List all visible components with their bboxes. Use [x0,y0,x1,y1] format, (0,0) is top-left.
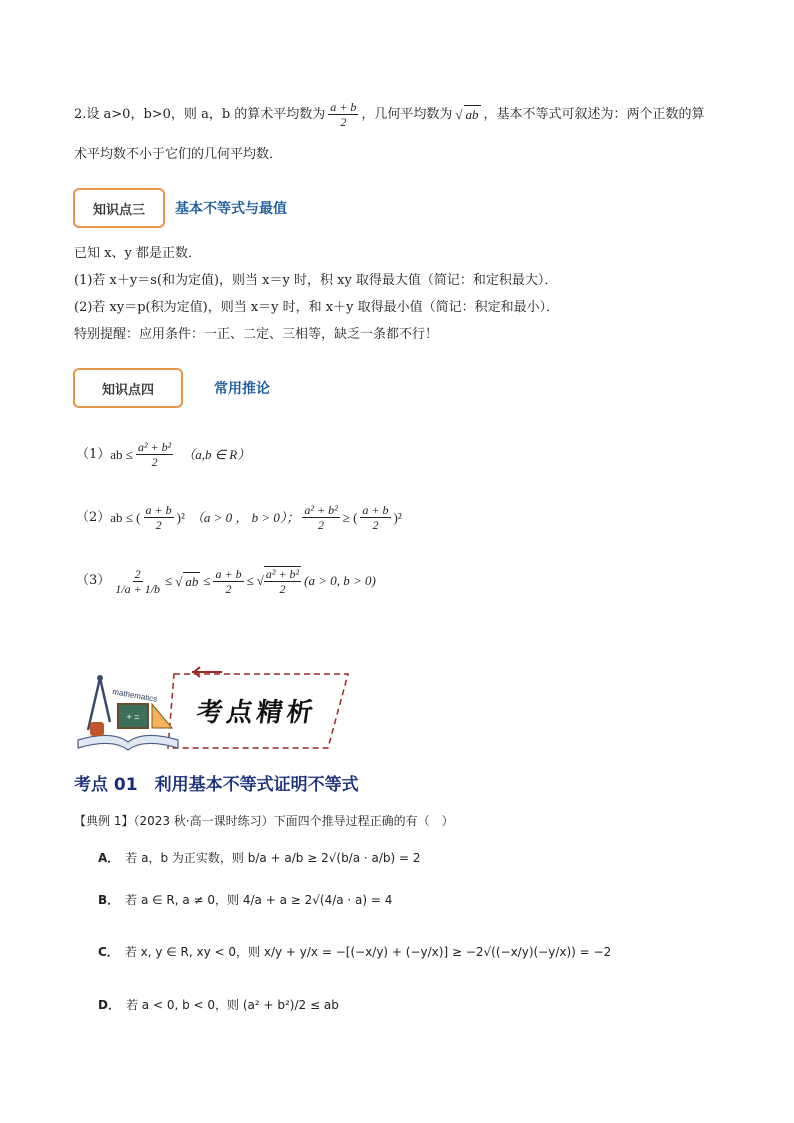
banner-art-text: mathematics [111,687,158,704]
knowledge3-title: 基本不等式与最值 [175,201,287,217]
option-a[interactable]: A． 若 a，b 为正实数，则 b/a + a/b ≥ 2√(b/a · a/b) = 2 [98,851,421,865]
option-c[interactable]: C． 若 x, y ∈ R, xy < 0，则 x/y + y/x = −[(−x/y) + (−y/x)] ≥ −2√((−x/y)(−y/x)) = −2 [98,945,612,959]
knowledge3-badge: 知识点三 [73,188,165,228]
section2-text-a: 2.设 a>0，b>0，则 a，b 的算术平均数为 [74,106,326,122]
knowledge4-title: 常用推论 [214,381,270,397]
option-d[interactable]: D． 若 a < 0, b < 0，则 (a² + b²)/2 ≤ ab [98,998,339,1012]
example-1: 【典例 1】（2023 秋·高一课时练习）下面四个推导过程正确的有（ ） [74,814,454,828]
formula-2: （2） ab ≤ ( $\frac{a + b}{2}$ )² （a > 0 ， b > 0）； $\frac{\text{a² + b²}}{2}$ ≥ ( $\frac{a + b}{2}$ )² [76,503,402,532]
formula-1: （1） ab ≤ $\frac{\text{a² + b²}}{2}$ （a,b ∈ R） [76,440,251,469]
banner-title: 考点精析 [194,698,319,728]
section-banner [72,664,362,756]
section2-text-c: ，基本不等式可叙述为：两个正数的算 [483,106,705,122]
sqrt-ab: √ ab [455,107,479,122]
exam01-title: 考点 01 利用基本不等式证明不等式 [74,775,359,795]
knowledge3-item1: (1)若 x＋y＝s(和为定值)，则当 x＝y 时，积 xy 取得最大值（简记：和定积最大）． [74,273,558,288]
svg-text:+ =: + = [126,712,140,722]
section2-text-b: ，几何平均数为 [361,106,453,122]
knowledge4-badge: 知识点四 [73,368,183,408]
option-b[interactable]: B． 若 a ∈ R, a ≠ 0，则 4/a + a ≥ 2√(4/a · a) = 4 [98,893,393,907]
knowledge3-note: 特别提醒：应用条件：一正、二定、三相等，缺乏一条都不行！ [74,327,439,342]
knowledge3-intro: 已知 x、y 都是正数． [74,246,201,261]
section2-line2: 术平均数不小于它们的几何平均数． [74,147,283,162]
knowledge3-item2: (2)若 xy＝p(积为定值)，则当 x＝y 时，和 x＋y 取得最小值（简记：积定和最小）． [74,300,560,315]
section2-line1 [74,100,705,129]
mean-fraction: $\frac{a + b}{2}$ [330,100,357,129]
formula-3: （3） $\frac{2}{1/a + 1/b}$ ≤ √ ab ≤ $\frac{a + b}{2}$ ≤ √ $\frac{\text{a² + b²}}{2}$ (a > 0, b > 0) [76,566,376,596]
